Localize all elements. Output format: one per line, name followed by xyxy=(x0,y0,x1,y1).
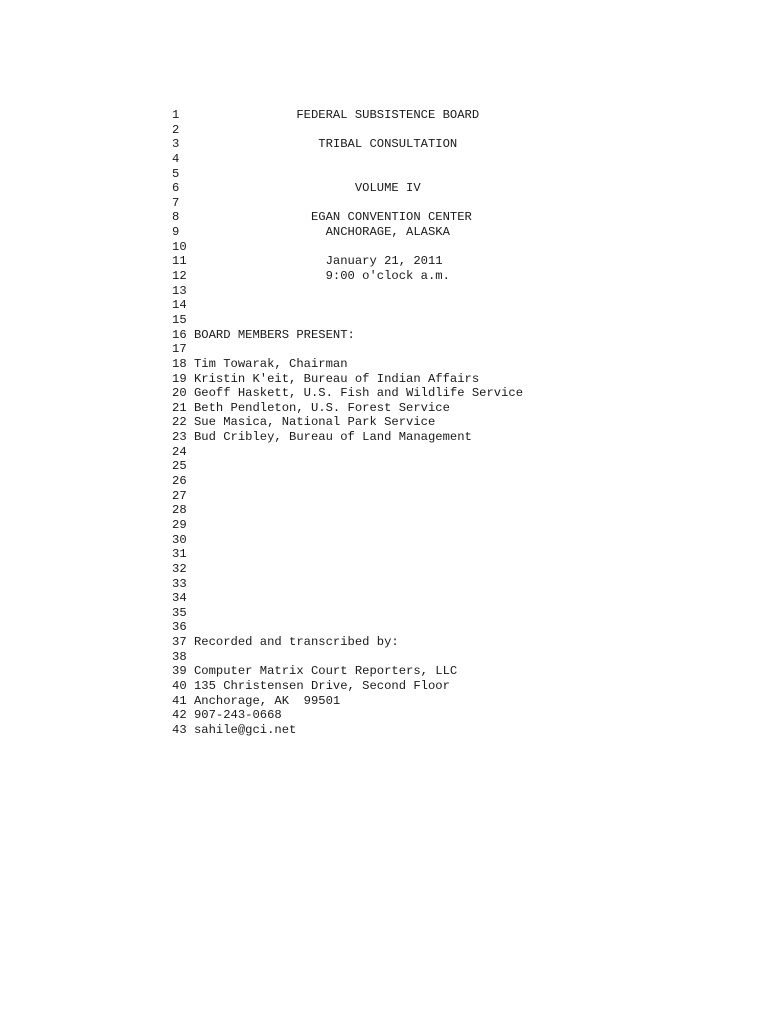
transcript-line-22: 22 Sue Masica, National Park Service xyxy=(172,415,436,430)
transcript-line-27: 27 xyxy=(172,488,187,503)
transcript-line-13: 13 xyxy=(172,283,187,298)
transcript-line-16: 16 BOARD MEMBERS PRESENT: xyxy=(172,327,355,342)
transcript-line-33: 33 xyxy=(172,576,187,591)
transcript-line-3: 3 TRIBAL CONSULTATION xyxy=(172,137,458,152)
transcript-line-2: 2 xyxy=(172,122,180,137)
transcript-line-28: 28 xyxy=(172,503,187,518)
transcript-line-12: 12 9:00 o'clock a.m. xyxy=(172,269,450,284)
transcript-line-24: 24 xyxy=(172,444,187,459)
transcript-line-1: 1 FEDERAL SUBSISTENCE BOARD xyxy=(172,108,480,122)
transcript-line-17: 17 xyxy=(172,342,187,357)
transcript-line-39: 39 Computer Matrix Court Reporters, LLC xyxy=(172,664,458,679)
transcript-lines xyxy=(172,108,523,738)
transcript-line-43: 43 sahile@gci.net xyxy=(172,722,297,737)
transcript-line-23: 23 Bud Cribley, Bureau of Land Management xyxy=(172,430,472,445)
transcript-line-18: 18 Tim Towarak, Chairman xyxy=(172,356,348,371)
transcript-line-5: 5 xyxy=(172,166,180,181)
transcript-line-11: 11 January 21, 2011 xyxy=(172,254,443,269)
transcript-line-25: 25 xyxy=(172,459,187,474)
transcript-line-9: 9 ANCHORAGE, ALASKA xyxy=(172,225,450,240)
transcript-line-26: 26 xyxy=(172,474,187,489)
transcript-line-41: 41 Anchorage, AK 99501 xyxy=(172,693,341,708)
transcript-line-21: 21 Beth Pendleton, U.S. Forest Service xyxy=(172,400,450,415)
transcript-line-29: 29 xyxy=(172,517,187,532)
transcript-line-37: 37 Recorded and transcribed by: xyxy=(172,635,399,650)
transcript-line-38: 38 xyxy=(172,649,187,664)
transcript-line-7: 7 xyxy=(172,195,180,210)
transcript-line-20: 20 Geoff Haskett, U.S. Fish and Wildlife Service xyxy=(172,386,524,401)
transcript-line-4: 4 xyxy=(172,151,180,166)
transcript-line-40: 40 135 Christensen Drive, Second Floor xyxy=(172,678,450,693)
transcript-line-30: 30 xyxy=(172,532,187,547)
transcript-line-8: 8 EGAN CONVENTION CENTER xyxy=(172,210,472,225)
transcript-line-14: 14 xyxy=(172,298,187,313)
transcript-line-10: 10 xyxy=(172,239,187,254)
transcript-line-6: 6 VOLUME IV xyxy=(172,181,421,196)
transcript-line-34: 34 xyxy=(172,591,187,606)
transcript-line-15: 15 xyxy=(172,312,187,327)
transcript-line-36: 36 xyxy=(172,620,187,635)
transcript-line-19: 19 Kristin K'eit, Bureau of Indian Affairs xyxy=(172,371,480,386)
transcript-line-32: 32 xyxy=(172,561,187,576)
transcript-line-35: 35 xyxy=(172,605,187,620)
transcript-line-31: 31 xyxy=(172,547,187,562)
transcript-line-42: 42 907-243-0668 xyxy=(172,708,282,723)
